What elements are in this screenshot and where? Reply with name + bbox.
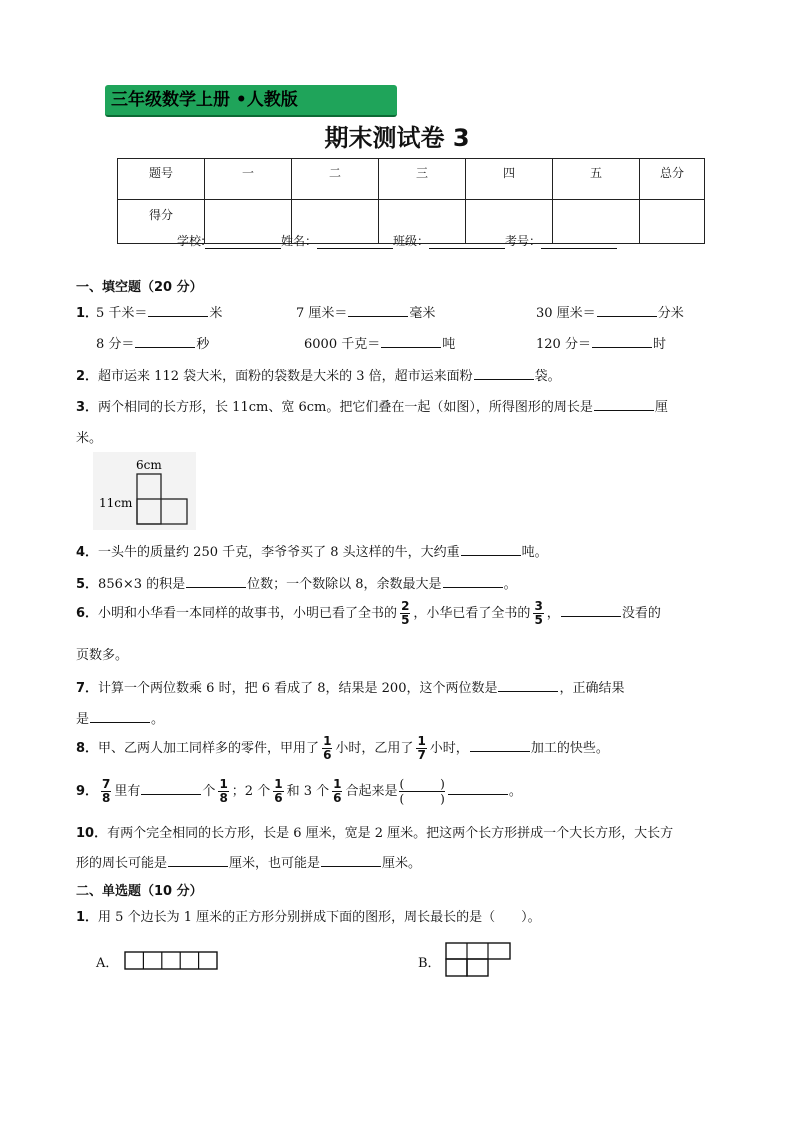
question-text: 两个相同的长方形，长 11cm、宽 6cm。把它们叠在一起（如图），所得图形的周长是	[98, 400, 593, 415]
fraction	[101, 778, 111, 805]
class-label: 班级：	[393, 234, 430, 248]
fraction	[322, 735, 332, 762]
numerator: 1	[274, 777, 283, 791]
score-label: 得分	[118, 200, 205, 244]
top-row-outline	[446, 943, 510, 959]
text: 7 厘米＝	[296, 306, 348, 321]
denominator: 6	[274, 791, 283, 805]
denominator: 6	[323, 748, 332, 762]
question-6	[76, 600, 661, 627]
text: 30 厘米＝	[536, 306, 596, 321]
q1-item-f	[536, 333, 666, 352]
overlap-rectangles-figure	[93, 452, 196, 530]
text: 毫米	[409, 306, 436, 321]
school-label: 学校:	[176, 234, 205, 248]
numerator: 7	[102, 777, 111, 791]
answer-blank[interactable]	[443, 575, 503, 588]
question-text: 是	[76, 712, 90, 727]
q1-item-c	[536, 302, 684, 321]
question-number: 1．	[76, 910, 99, 925]
numerator: 3	[534, 599, 543, 613]
numerator: 2	[401, 599, 410, 613]
answer-blank[interactable]	[186, 575, 246, 588]
question-number: 5．	[76, 577, 99, 592]
question-number: 8．	[76, 741, 99, 756]
score-cell: 一	[205, 159, 292, 200]
option-a-figure[interactable]	[124, 951, 219, 975]
question-text: 吨。	[521, 545, 548, 560]
numerator: 1	[417, 734, 426, 748]
question-text: 加工的快些。	[530, 741, 609, 756]
answer-blank[interactable]	[474, 367, 534, 380]
answer-blank[interactable]	[461, 543, 521, 556]
question-9	[76, 777, 522, 806]
option-a-label[interactable]: A．	[96, 956, 119, 971]
text: 米	[209, 306, 223, 321]
text: 吨	[442, 337, 456, 352]
grade-banner: 三年级数学上册 •人教版	[105, 85, 397, 117]
question-number: 7．	[76, 681, 99, 696]
question-text: 甲、乙两人加工同样多的零件，甲用了	[98, 741, 320, 756]
question-number: 3．	[76, 400, 99, 415]
exam-no-label: 考号：	[505, 234, 542, 248]
score-cell: 四	[466, 159, 553, 200]
question-text: 超市运来 112 袋大米，面粉的袋数是大米的 3 倍，超市运来面粉	[98, 369, 473, 384]
numerator: 1	[333, 777, 342, 791]
answer-blank[interactable]	[90, 710, 150, 723]
question-3-line2: 米。	[76, 431, 103, 446]
bottom-square	[446, 959, 467, 976]
fraction	[218, 778, 228, 805]
denominator: 8	[219, 791, 228, 805]
denominator-blank[interactable]: ( )	[399, 792, 445, 806]
question-number: 1．	[76, 306, 99, 321]
question-text: 有两个完全相同的长方形，长是 6 厘米，宽是 2 厘米。把这两个长方形拼成一个大长方形，大长方	[107, 826, 674, 841]
bottom-square	[467, 959, 488, 976]
answer-blank[interactable]	[168, 854, 228, 867]
score-cell: 题号	[118, 159, 205, 200]
answer-blank[interactable]	[321, 854, 381, 867]
fraction	[332, 778, 342, 805]
school-field[interactable]	[205, 248, 281, 249]
question-5	[76, 573, 517, 592]
question-4	[76, 541, 548, 560]
question-s2-1	[76, 906, 541, 925]
text: 8 分＝	[96, 337, 135, 352]
question-7-line2	[76, 708, 164, 727]
question-text: 位数；一个数除以 8，余数最大是	[247, 577, 442, 592]
denominator: 6	[333, 791, 342, 805]
answer-blank[interactable]	[348, 304, 408, 317]
answer-blank[interactable]	[381, 335, 441, 348]
fig-height-label: 11cm	[99, 496, 133, 510]
question-number: 4．	[76, 545, 99, 560]
horizontal-rectangle	[137, 499, 187, 524]
question-10	[76, 822, 673, 841]
student-info	[0, 232, 794, 249]
question-text: 厘	[654, 400, 668, 415]
name-field[interactable]	[317, 248, 393, 249]
answer-blank[interactable]	[597, 304, 657, 317]
question-1	[76, 302, 98, 321]
fig-width-label: 6cm	[136, 458, 162, 472]
score-cell: 五	[553, 159, 640, 200]
question-text: ，正确结果	[559, 681, 625, 696]
question-number: 10．	[76, 826, 108, 841]
question-number: 6．	[76, 606, 99, 621]
text: 120 分＝	[536, 337, 591, 352]
section-heading: 一、填空题（20 分）	[76, 280, 203, 295]
question-2	[76, 365, 561, 384]
score-cell: 总分	[640, 159, 705, 200]
q1-item-a	[96, 302, 222, 321]
score-cell: 三	[379, 159, 466, 200]
question-text: 形的周长可能是	[76, 856, 168, 871]
question-text: 袋。	[534, 369, 561, 384]
numerator: 1	[323, 734, 332, 748]
answer-blank[interactable]	[594, 398, 654, 411]
question-number: 9．	[76, 784, 99, 799]
q1-item-b	[296, 302, 435, 321]
question-10-line2	[76, 852, 421, 871]
question-8	[76, 735, 609, 762]
answer-blank[interactable]	[498, 679, 558, 692]
question-text: 。	[503, 577, 517, 592]
score-cell: 二	[292, 159, 379, 200]
option-b-figure[interactable]	[445, 941, 515, 987]
fraction	[416, 735, 426, 762]
question-text: 用 5 个边长为 1 厘米的正方形分别拼成下面的图形，周长最长的是（ ）。	[98, 910, 541, 925]
section-heading: 二、单选题（10 分）	[76, 884, 203, 899]
question-text: 小时，	[429, 741, 469, 756]
answer-blank[interactable]	[561, 604, 621, 617]
q1-item-e	[304, 333, 455, 352]
fraction	[533, 600, 543, 627]
page-title: 期末测试卷 3	[324, 124, 470, 152]
answer-blank[interactable]	[448, 782, 508, 795]
five-squares-row	[124, 951, 219, 971]
class-field[interactable]	[429, 248, 505, 249]
answer-fraction[interactable]	[399, 777, 444, 806]
l-shape-squares	[445, 941, 515, 983]
question-text: ，小华已看了全书的	[413, 606, 531, 621]
answer-blank[interactable]	[141, 782, 201, 795]
answer-blank[interactable]	[470, 739, 530, 752]
name-label: 姓名：	[281, 234, 318, 248]
answer-blank[interactable]	[148, 304, 208, 317]
denominator: 7	[417, 748, 426, 762]
question-text: ；2 个	[231, 784, 271, 799]
text: 5 千米＝	[96, 306, 148, 321]
question-text: 小明和小华看一本同样的故事书，小明已看了全书的	[98, 606, 398, 621]
square-row-outline	[125, 952, 217, 969]
question-text: 856×3 的积是	[98, 577, 186, 592]
text: 分米	[657, 306, 684, 321]
numerator: 1	[219, 777, 228, 791]
question-text: 。	[151, 712, 165, 727]
answer-blank[interactable]	[135, 335, 195, 348]
exam-no-field[interactable]	[541, 248, 617, 249]
question-text: ，	[546, 606, 560, 621]
fraction	[273, 778, 283, 805]
answer-blank[interactable]	[592, 335, 652, 348]
text: 秒	[196, 337, 210, 352]
q1-item-d	[96, 333, 209, 352]
denominator: 5	[401, 613, 410, 627]
score-header-row	[118, 159, 705, 200]
question-text: 个	[202, 784, 216, 799]
denominator: 5	[534, 613, 543, 627]
question-text: 。	[508, 784, 522, 799]
question-3	[76, 396, 668, 415]
denominator: 8	[102, 791, 111, 805]
question-7	[76, 677, 624, 696]
rectangles-diagram	[93, 452, 196, 530]
question-text: 计算一个两位数乘 6 时，把 6 看成了 8，结果是 200，这个两位数是	[98, 681, 498, 696]
question-text: 小时，乙用了	[335, 741, 414, 756]
question-text: 里有	[114, 784, 141, 799]
question-text: 和 3 个	[286, 784, 330, 799]
fraction	[400, 600, 410, 627]
text: 6000 千克＝	[304, 337, 381, 352]
question-text: 合起来是	[345, 784, 398, 799]
question-text: 没看的	[621, 606, 661, 621]
text: 时	[652, 337, 666, 352]
option-b-label[interactable]: B．	[418, 956, 441, 971]
question-6-line2: 页数多。	[76, 648, 129, 663]
question-text: 一头牛的质量约 250 千克，李爷爷买了 8 头这样的牛，大约重	[98, 545, 460, 560]
question-number: 2．	[76, 369, 99, 384]
numerator-blank[interactable]: ( )	[399, 777, 445, 791]
question-text: 厘米，也可能是	[229, 856, 321, 871]
question-text: 厘米。	[382, 856, 422, 871]
